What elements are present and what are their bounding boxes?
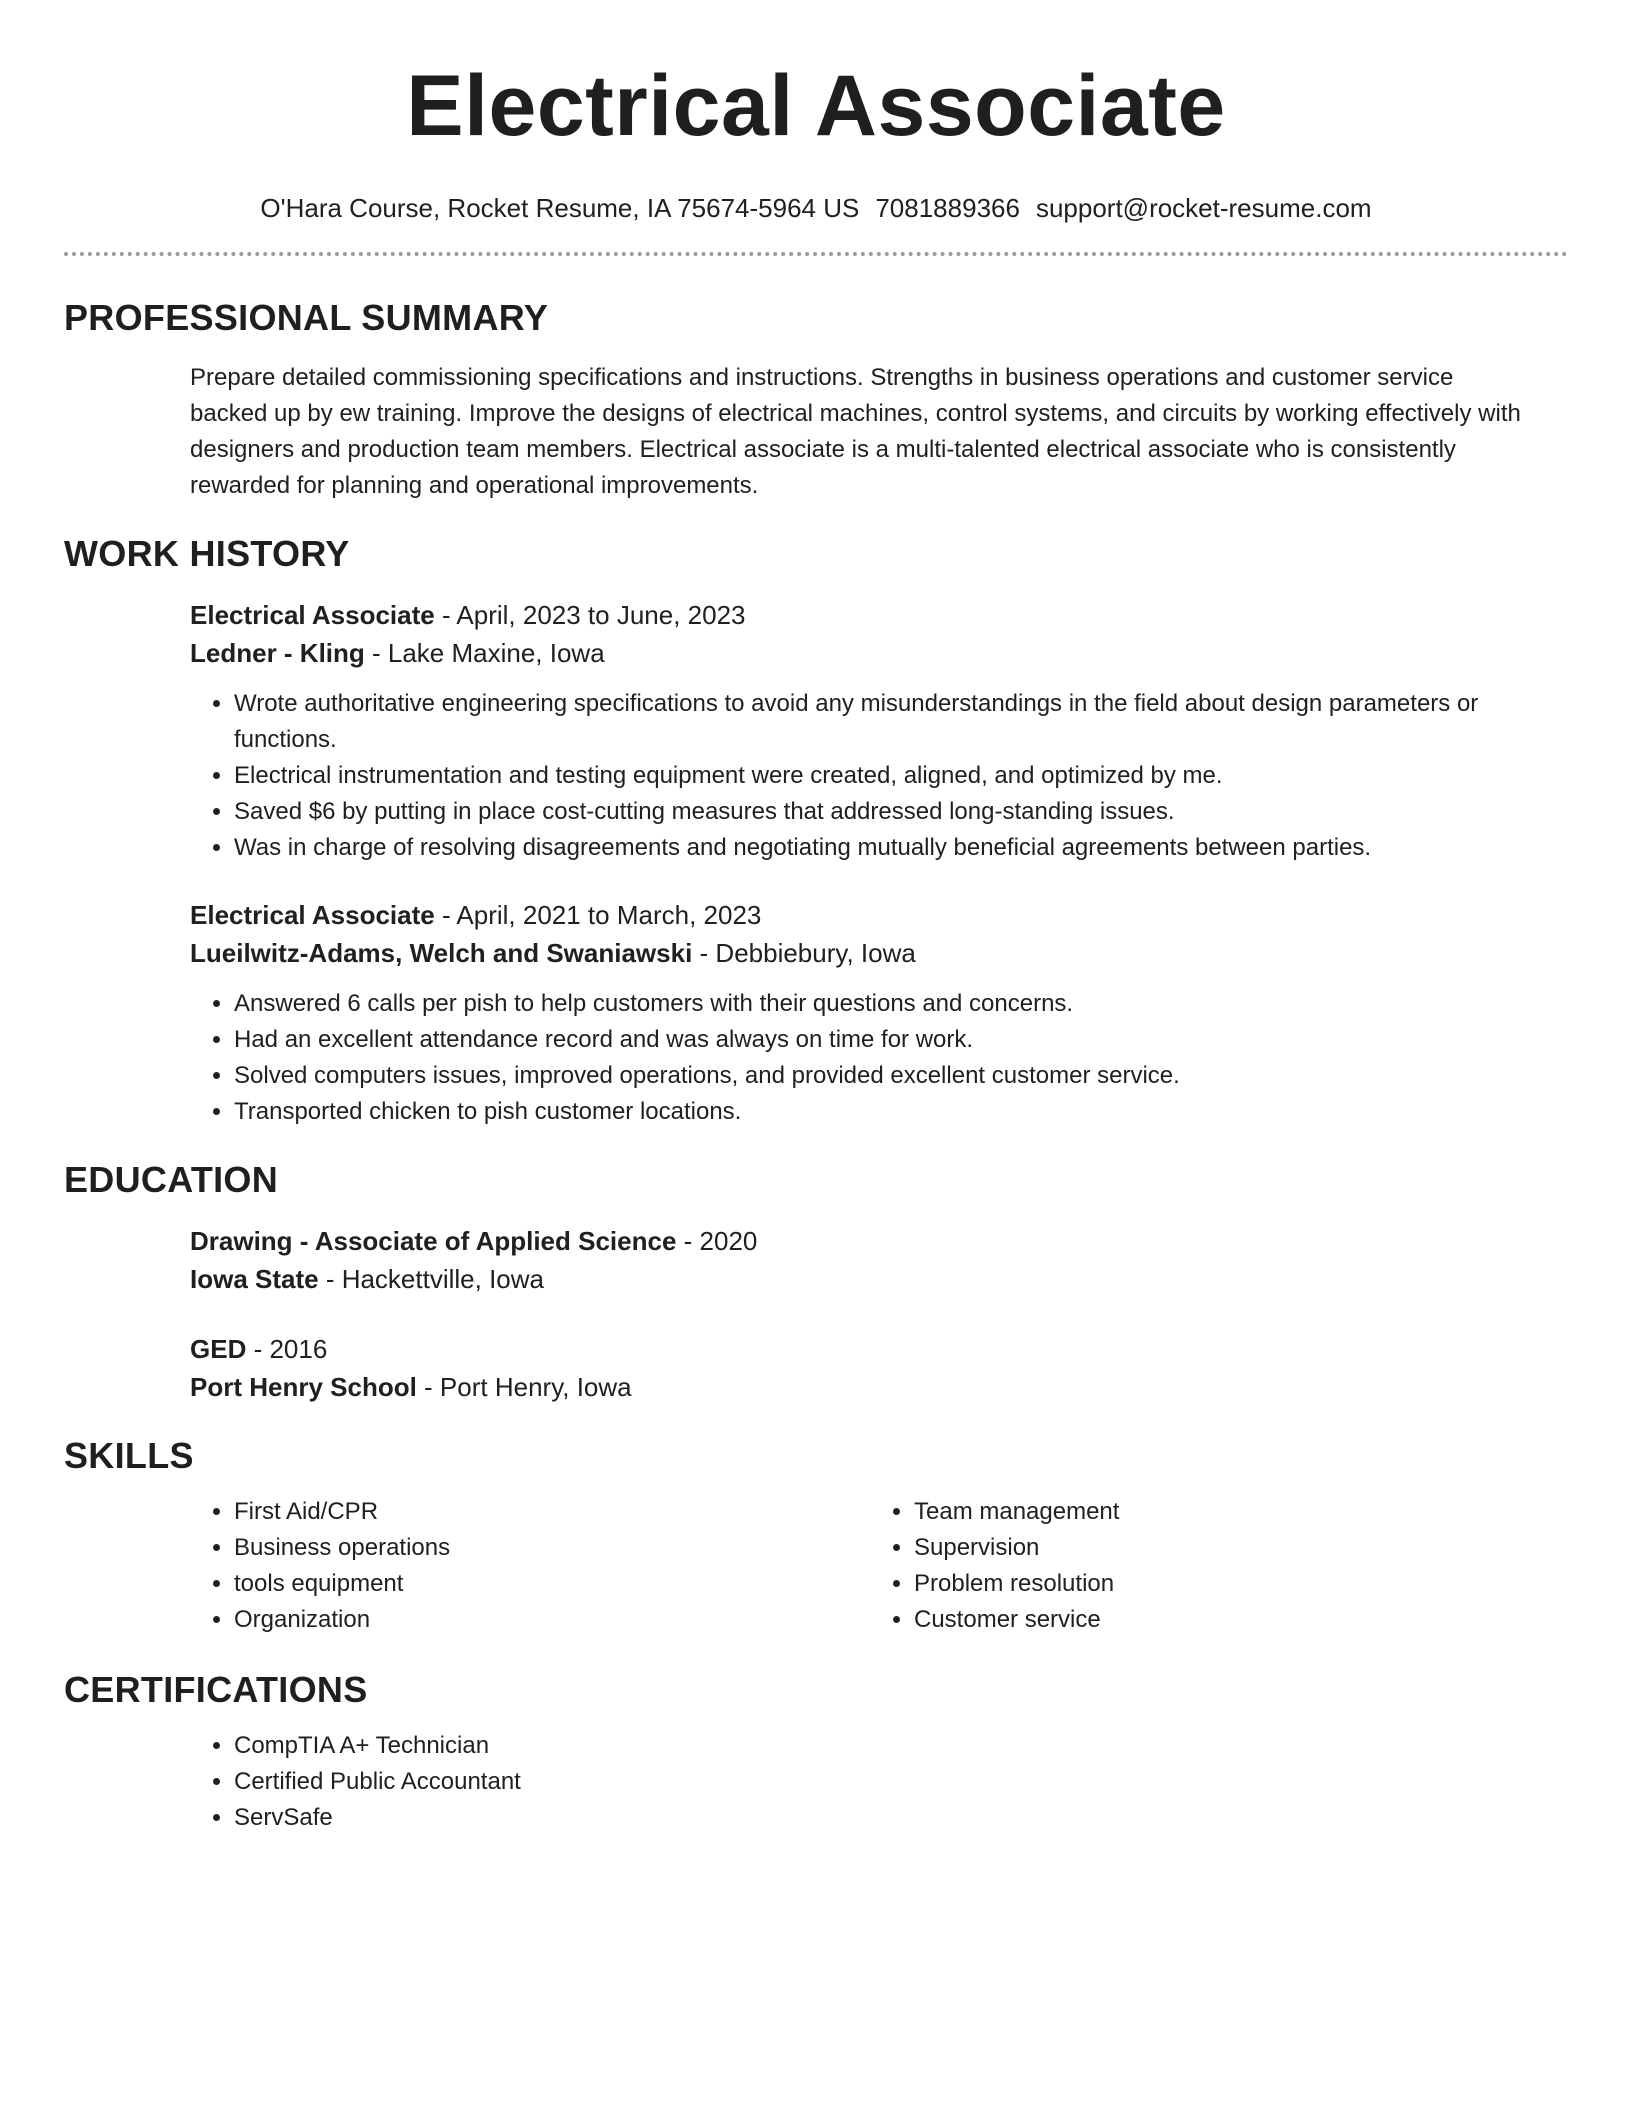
list-item: • Saved $6 by putting in place cost-cutting measures that addressed long-standing issues.: [234, 794, 1568, 830]
education-degree: GED: [190, 1334, 247, 1364]
job-company-line: [190, 934, 1568, 972]
job-entry: [190, 896, 1568, 1130]
list-item: • Certified Public Accountant: [234, 1764, 1568, 1800]
section-title-work: WORK HISTORY: [64, 533, 350, 574]
education-school: Port Henry School: [190, 1372, 417, 1402]
job-entry: [190, 596, 1568, 866]
list-item: • First Aid/CPR: [234, 1494, 870, 1530]
education-entry: [190, 1330, 1568, 1406]
education-entry: [190, 1222, 1568, 1298]
education-degree: Drawing - Associate of Applied Science: [190, 1226, 677, 1256]
job-location: - Debbiebury, Iowa: [692, 938, 916, 968]
list-item: • ServSafe: [234, 1800, 1568, 1836]
job-location: - Lake Maxine, Iowa: [364, 638, 605, 668]
list-item: • Problem resolution: [914, 1566, 1550, 1602]
list-item: • Answered 6 calls per pish to help customers with their questions and concerns.: [234, 986, 1568, 1022]
skills-columns: [190, 1494, 1568, 1638]
certifications-list: [190, 1728, 1568, 1836]
job-dates: - April, 2021 to March, 2023: [434, 900, 762, 930]
list-item: • Electrical instrumentation and testing equipment were created, aligned, and optimized by me.: [234, 758, 1568, 794]
education-degree-line: [190, 1330, 1568, 1368]
list-item: • Customer service: [914, 1602, 1550, 1638]
education-degree-line: [190, 1222, 1568, 1260]
job-role: Electrical Associate: [190, 900, 435, 930]
summary-text: Prepare detailed commissioning specifications and instructions. Strengths in business operations and customer service backed up by ew training. Improve the designs of electrical machines, control systems, and circuits by working effectively with designers and production team members. Electrical associate is a multi-talented electrical associate who is consistently rewarded for planning and operational improvements.: [190, 364, 1521, 499]
summary-section: [64, 298, 1568, 504]
education-school-line: [190, 1260, 1568, 1298]
header-divider: [64, 252, 1568, 256]
list-item: • CompTIA A+ Technician: [234, 1728, 1568, 1764]
job-company: Ledner - Kling: [190, 638, 365, 668]
contact-line: [64, 192, 1568, 224]
education-location: - Port Henry, Iowa: [416, 1372, 632, 1402]
job-role: Electrical Associate: [190, 600, 435, 630]
education-location: - Hackettville, Iowa: [318, 1264, 544, 1294]
list-item: • Wrote authoritative engineering specifications to avoid any misunderstandings in the field about design parameters or functions.: [234, 686, 1568, 758]
job-company: Lueilwitz-Adams, Welch and Swaniawski: [190, 938, 693, 968]
work-section: [64, 534, 1568, 1130]
section-title-education: EDUCATION: [64, 1159, 279, 1200]
education-year: - 2020: [676, 1226, 758, 1256]
education-school-line: [190, 1368, 1568, 1406]
job-title-line: [190, 896, 1568, 934]
certifications-section: [64, 1670, 1568, 1836]
job-title-line: [190, 596, 1568, 634]
section-title-certifications: CERTIFICATIONS: [64, 1669, 368, 1710]
section-title-skills: SKILLS: [64, 1435, 194, 1476]
list-item: • Had an excellent attendance record and was always on time for work.: [234, 1022, 1568, 1058]
contact-phone: 7081889366: [875, 193, 1020, 223]
contact-email: support@rocket-resume.com: [1035, 193, 1372, 223]
list-item: • tools equipment: [234, 1566, 870, 1602]
job-company-line: [190, 634, 1568, 672]
job-bullets: [190, 686, 1568, 866]
list-item: • Transported chicken to pish customer locations.: [234, 1094, 1568, 1130]
education-section: [64, 1160, 1568, 1406]
list-item: • Business operations: [234, 1530, 870, 1566]
skills-section: [64, 1436, 1568, 1638]
skills-right-column: [870, 1494, 1550, 1638]
resume-name: Electrical Associate: [406, 58, 1226, 154]
education-school: Iowa State: [190, 1264, 319, 1294]
education-year: - 2016: [246, 1334, 328, 1364]
job-dates: - April, 2023 to June, 2023: [434, 600, 746, 630]
list-item: • Supervision: [914, 1530, 1550, 1566]
skills-left-column: [190, 1494, 870, 1638]
section-title-summary: PROFESSIONAL SUMMARY: [64, 297, 549, 338]
list-item: • Solved computers issues, improved operations, and provided excellent customer service.: [234, 1058, 1568, 1094]
contact-address: O'Hara Course, Rocket Resume, IA 75674-5964 US: [260, 193, 860, 223]
job-bullets: [190, 986, 1568, 1130]
list-item: • Organization: [234, 1602, 870, 1638]
list-item: • Was in charge of resolving disagreements and negotiating mutually beneficial agreements between parties.: [234, 830, 1568, 866]
list-item: • Team management: [914, 1494, 1550, 1530]
